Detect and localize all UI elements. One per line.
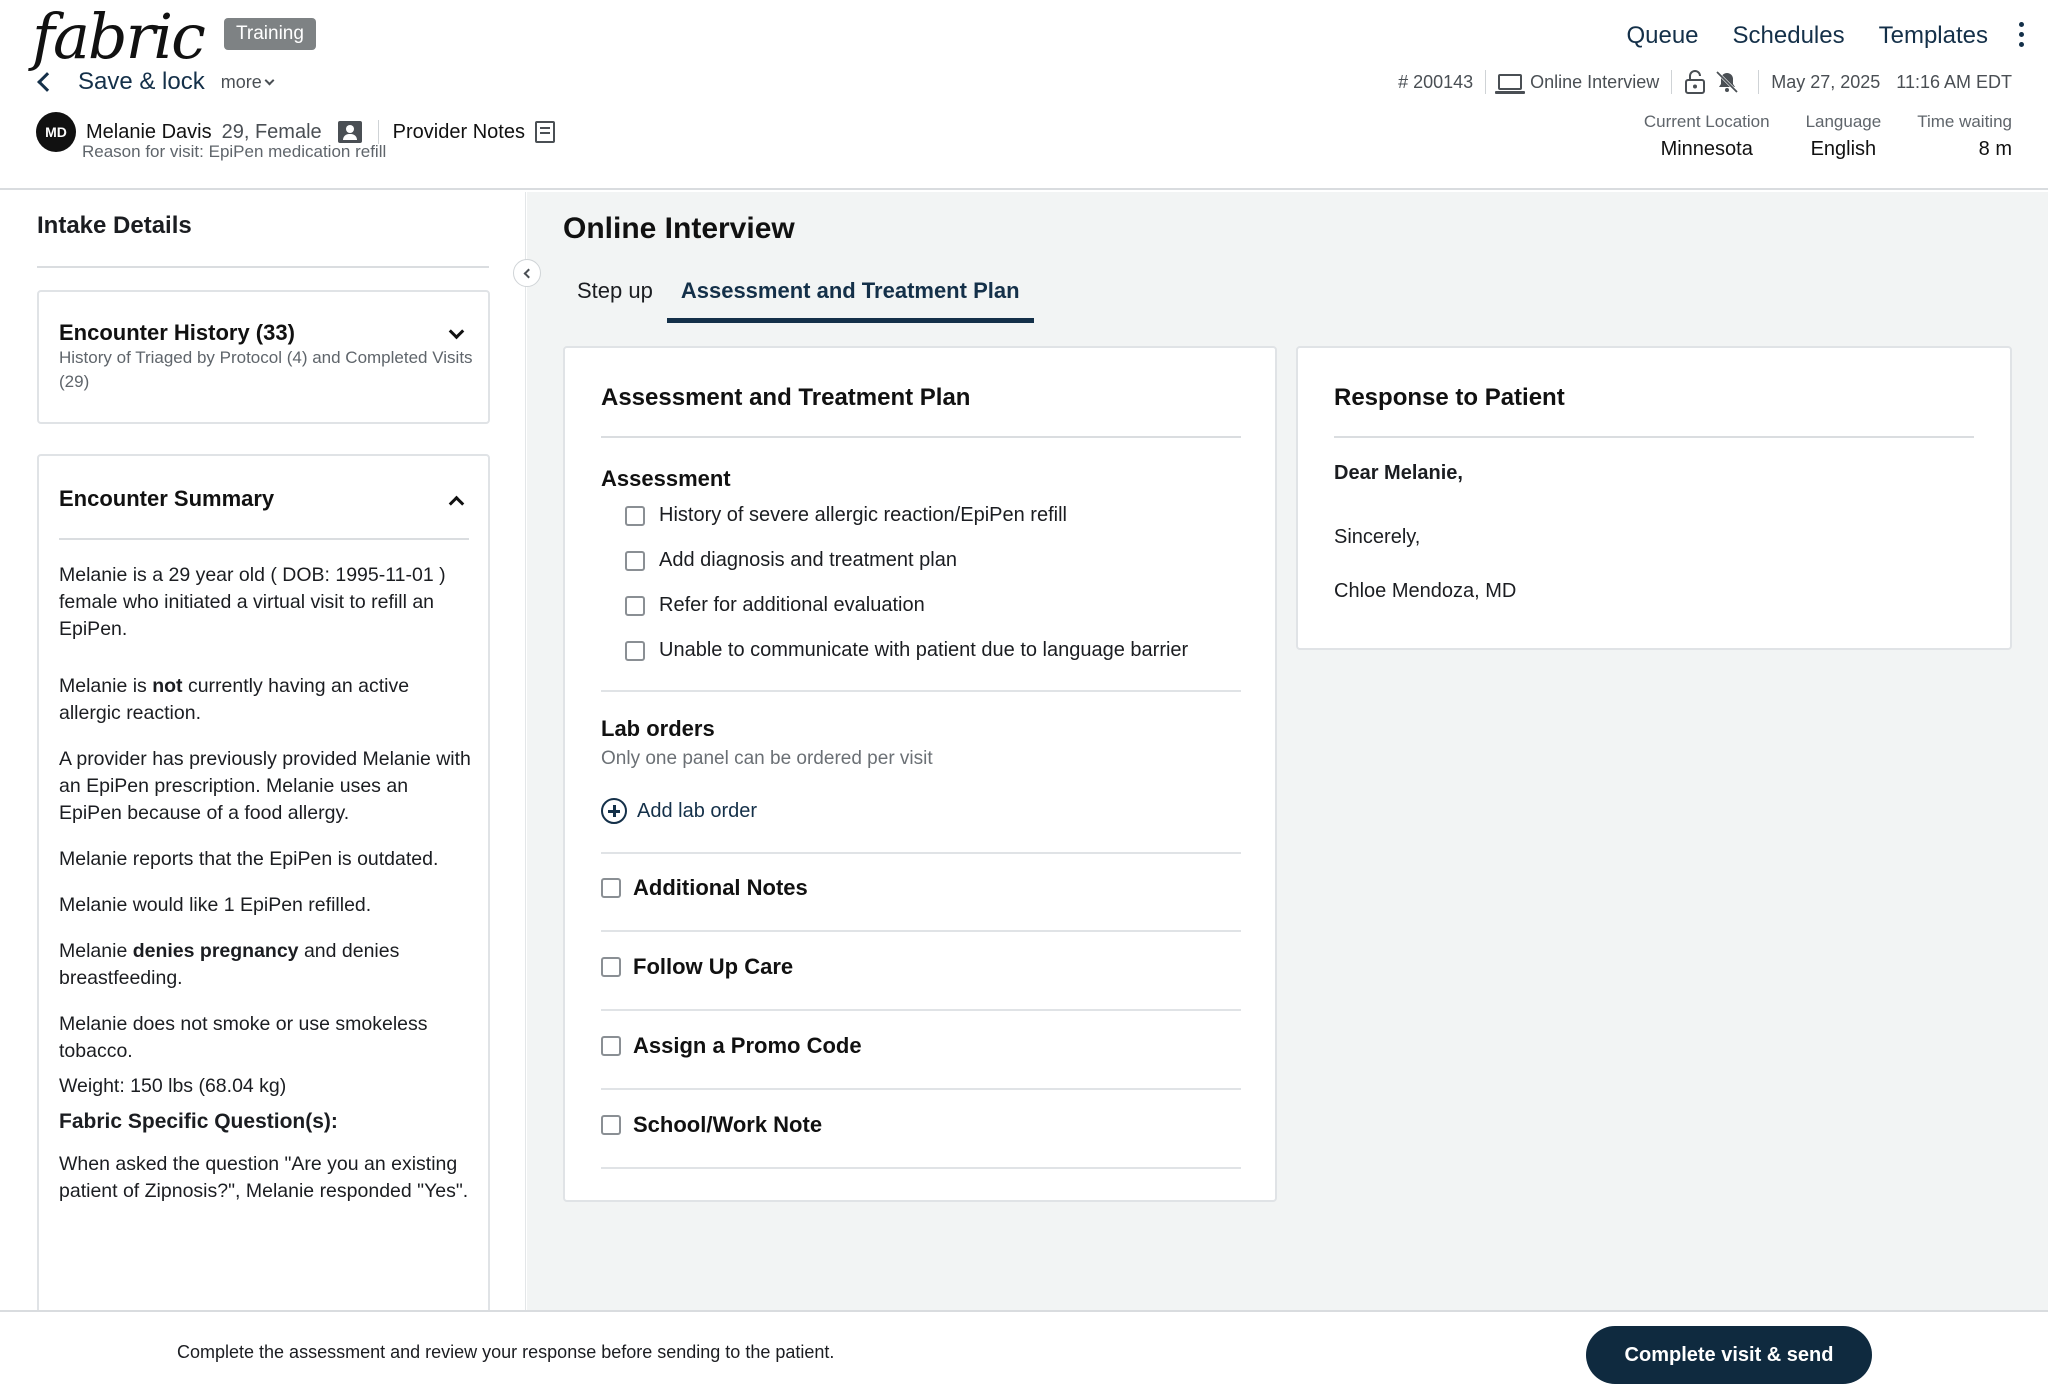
response-greeting[interactable]: Dear Melanie, [1334, 462, 1463, 484]
nav-templates[interactable]: Templates [1878, 22, 1988, 49]
checkbox[interactable] [601, 1036, 621, 1056]
laptop-icon [1498, 74, 1522, 90]
follow-up-care-option[interactable] [601, 954, 793, 980]
top-nav [1626, 22, 1988, 50]
chevron-left-icon [524, 268, 534, 278]
summary-bold: not [152, 675, 183, 697]
complete-visit-send-button[interactable]: Complete visit & send [1586, 1326, 1872, 1384]
divider [601, 436, 1241, 438]
visit-meta [1398, 70, 2012, 94]
notes-icon[interactable] [535, 121, 555, 143]
plus-circle-icon [601, 798, 627, 824]
divider [1671, 70, 1672, 94]
stat-time-waiting [1917, 112, 2012, 161]
checkbox[interactable] [601, 878, 621, 898]
additional-notes-option[interactable] [601, 875, 808, 901]
divider [601, 1088, 1241, 1090]
back-chevron-icon[interactable] [37, 72, 57, 92]
option-label: School/Work Note [633, 1112, 823, 1137]
option-label: Refer for additional evaluation [659, 594, 925, 616]
option-label: Follow Up Care [633, 954, 794, 979]
encounter-history-subtitle: History of Triaged by Protocol (4) and Completed Visits (29) [59, 348, 473, 391]
response-signature: Chloe Mendoza, MD [1334, 580, 1517, 602]
visit-date: May 27, 2025 [1771, 71, 1881, 92]
divider [59, 538, 469, 540]
encounter-summary-card [37, 454, 490, 1310]
assessment-option[interactable] [625, 639, 1188, 662]
stat-language [1806, 112, 1882, 161]
footer-message: Complete the assessment and review your response before sending to the patient. [177, 1342, 835, 1362]
question-heading: Fabric Specific Question(s): [59, 1110, 338, 1133]
chevron-up-icon[interactable] [449, 496, 465, 512]
patient-age-sex: 29, Female [221, 120, 322, 143]
more-dropdown[interactable] [221, 72, 273, 93]
provider-notes-link[interactable]: Provider Notes [392, 120, 525, 143]
training-badge: Training [224, 18, 316, 50]
unlock-icon[interactable] [1684, 70, 1706, 94]
divider [1758, 70, 1759, 94]
header [0, 0, 2048, 190]
summary-text: currently having an active allergic reaction. [59, 675, 410, 724]
kebab-menu-icon[interactable] [2016, 22, 2026, 47]
patient-name: Melanie Davis [86, 120, 212, 143]
checkbox[interactable] [625, 506, 645, 526]
save-lock-button[interactable]: Save & lock [78, 68, 205, 95]
option-label: History of severe allergic reaction/EpiPen refill [659, 504, 1067, 526]
assessment-treatment-panel [563, 346, 1277, 1202]
response-panel [1296, 346, 2012, 650]
summary-body [59, 562, 474, 1224]
divider [37, 266, 489, 268]
option-label: Additional Notes [633, 875, 808, 900]
assessment-heading: Assessment [601, 466, 731, 491]
summary-weight: Weight: 150 lbs (68.04 kg) [59, 1075, 287, 1097]
summary-text: Melanie [59, 940, 133, 962]
main-content [527, 192, 2048, 1310]
add-lab-order-label: Add lab order [637, 799, 758, 822]
checkbox[interactable] [601, 957, 621, 977]
divider [601, 1167, 1241, 1169]
footer-bar [0, 1310, 2048, 1396]
stat-value: English [1810, 138, 1877, 160]
visit-number: # 200143 [1398, 71, 1474, 92]
checkbox[interactable] [625, 641, 645, 661]
checkbox[interactable] [625, 551, 645, 571]
panel-title: Response to Patient [1334, 384, 1565, 411]
divider [601, 690, 1241, 692]
school-work-note-option[interactable] [601, 1112, 822, 1138]
encounter-summary-title: Encounter Summary [59, 486, 275, 511]
tab-step-up[interactable]: Step up [577, 278, 653, 303]
stat-value: Minnesota [1660, 138, 1753, 160]
question-text: When asked the question "Are you an existing patient of Zipnosis?", Melanie responded "Yes". [59, 1153, 469, 1202]
summary-bold: denies pregnancy [132, 940, 299, 962]
divider [1485, 70, 1486, 94]
intake-panel [0, 192, 526, 1310]
collapse-panel-button[interactable] [513, 259, 541, 287]
assessment-option[interactable] [625, 549, 957, 572]
chevron-down-icon[interactable] [449, 324, 465, 340]
more-label: more [220, 71, 262, 92]
visit-time: 11:16 AM EDT [1896, 71, 2012, 92]
response-closing: Sincerely, [1334, 526, 1421, 548]
summary-paragraph: Melanie does not smoke or use smokeless tobacco. [59, 1013, 428, 1062]
option-label: Assign a Promo Code [633, 1033, 862, 1058]
bell-off-icon[interactable] [1714, 70, 1740, 94]
panel-title: Assessment and Treatment Plan [601, 384, 971, 411]
page-title: Online Interview [563, 212, 795, 245]
option-label: Add diagnosis and treatment plan [659, 549, 957, 571]
divider [1334, 436, 1974, 438]
stat-location [1644, 112, 1770, 161]
fabric-logo[interactable]: fabric [32, 0, 204, 73]
encounter-history-card[interactable] [37, 290, 490, 424]
checkbox[interactable] [625, 596, 645, 616]
save-row [40, 68, 273, 96]
lab-orders-note: Only one panel can be ordered per visit [601, 748, 933, 769]
summary-paragraph: A provider has previously provided Melanie with an EpiPen prescription. Melanie uses an EpiPen because of a food allergy. [59, 748, 471, 824]
assessment-option[interactable] [625, 504, 1067, 527]
stat-label: Language [1805, 112, 1882, 131]
checkbox[interactable] [601, 1115, 621, 1135]
nav-schedules[interactable]: Schedules [1732, 22, 1845, 49]
patient-stats [1644, 112, 2012, 161]
contact-card-icon[interactable] [338, 121, 362, 143]
divider [601, 852, 1241, 854]
stat-value: 8 m [1978, 138, 2012, 160]
chevron-down-icon [264, 75, 274, 85]
divider [601, 930, 1241, 932]
reason-for-visit: Reason for visit: EpiPen medication refill [82, 142, 387, 161]
divider [601, 1009, 1241, 1011]
avatar: MD [36, 112, 76, 152]
stat-label: Current Location [1643, 112, 1770, 131]
tab-bar [563, 278, 1034, 323]
nav-queue[interactable]: Queue [1626, 22, 1699, 49]
summary-text: and denies breastfeeding. [59, 940, 400, 989]
encounter-history-title: Encounter History (33) [59, 320, 295, 345]
tab-assessment-treatment-plan[interactable]: Assessment and Treatment Plan [667, 278, 1034, 323]
divider [378, 120, 379, 144]
intake-title: Intake Details [37, 212, 192, 239]
option-label: Unable to communicate with patient due to language barrier [659, 639, 1189, 661]
lab-orders-heading: Lab orders [601, 716, 715, 741]
promo-code-option[interactable] [601, 1033, 862, 1059]
assessment-option[interactable] [625, 594, 925, 617]
add-lab-order-button[interactable] [601, 798, 757, 824]
summary-paragraph: Melanie is a 29 year old ( DOB: 1995-11-01 ) female who initiated a virtual visit to refill an EpiPen. [59, 564, 446, 640]
summary-text: Melanie is [59, 675, 153, 697]
summary-paragraph: Melanie would like 1 EpiPen refilled. [59, 894, 372, 916]
visit-type: Online Interview [1530, 71, 1660, 92]
summary-paragraph [59, 673, 474, 727]
summary-paragraph [59, 938, 474, 992]
stat-label: Time waiting [1917, 112, 2012, 131]
summary-paragraph: Melanie reports that the EpiPen is outdated. [59, 848, 439, 870]
